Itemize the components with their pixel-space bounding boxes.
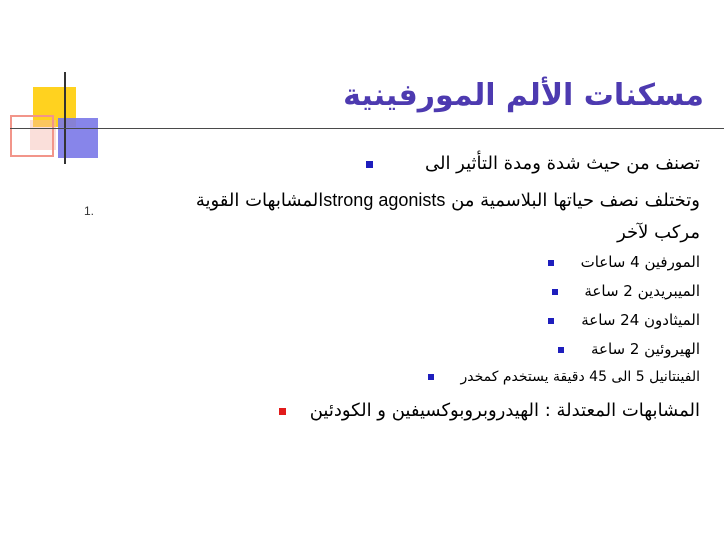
numbered-line-2: [196, 190, 700, 211]
bullet-line-1: [366, 153, 700, 174]
square-bullet-icon: [428, 374, 434, 380]
line-3: [617, 222, 700, 243]
line-1-text: تصنف من حيث شدة ومدة التأثير الى: [424, 153, 700, 174]
square-bullet-icon: [366, 161, 373, 168]
logo-vertical-line: [64, 72, 66, 164]
list-number: 1.: [84, 204, 95, 218]
sub-bullet-1: [548, 253, 700, 271]
sub-bullet-3: [548, 311, 700, 329]
line-2-text-start: وتختلف نصف حياتها البلاسمية من: [445, 190, 700, 211]
sub-2-text: الميبريدين 2 ساعة: [584, 282, 700, 300]
square-bullet-icon: [279, 408, 286, 415]
square-bullet-icon: [558, 347, 564, 353]
line-3-text: مركب لآخر: [617, 222, 700, 243]
line-2-english: strong agonists: [323, 190, 446, 210]
logo-red-outline-square: [10, 115, 54, 157]
square-bullet-icon: [548, 318, 554, 324]
last-line-text: المشابهات المعتدلة : الهيدروبروبوكسيفين و الكودئين: [309, 400, 700, 421]
square-bullet-icon: [552, 289, 558, 295]
sub-1-text: المورفين 4 ساعات: [580, 253, 700, 271]
sub-bullet-2: [552, 282, 700, 300]
bullet-line-last: [279, 400, 700, 421]
slide-title: مسكنات الألم المورفينية: [343, 78, 704, 113]
sub-5-text: الفينتانيل 5 الى 45 دقيقة يستخدم كمخدر: [460, 369, 700, 385]
sub-4-text: الهيروئين 2 ساعة: [590, 340, 700, 358]
square-bullet-icon: [548, 260, 554, 266]
line-2-text-end: المشابهات القوية: [195, 190, 324, 211]
sub-bullet-4: [558, 340, 700, 358]
sub-bullet-5: [428, 369, 700, 385]
sub-3-text: الميثادون 24 ساعة: [581, 311, 700, 329]
title-underline: [10, 128, 724, 129]
